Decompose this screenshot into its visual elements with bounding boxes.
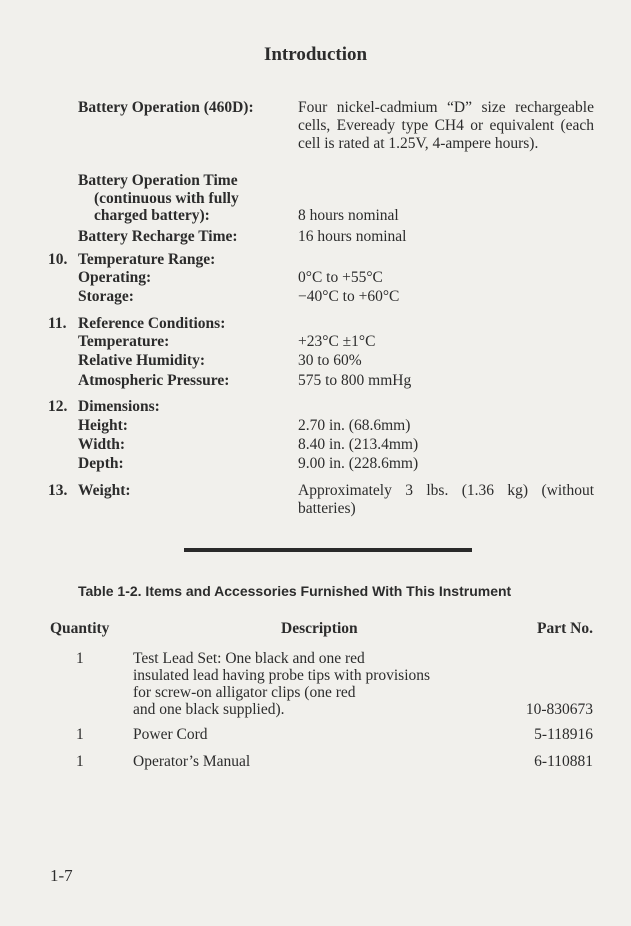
depth-value: 9.00 in. (228.6mm) bbox=[298, 455, 419, 472]
row2-part-no: 5-118916 bbox=[534, 726, 593, 743]
battery-time-value: 8 hours nominal bbox=[298, 207, 399, 224]
item-number-13: 13. bbox=[48, 482, 68, 499]
header-description: Description bbox=[281, 620, 358, 637]
ref-temperature-label: Temperature: bbox=[78, 333, 170, 350]
header-quantity: Quantity bbox=[50, 620, 110, 637]
height-label: Height: bbox=[78, 417, 128, 434]
reference-conditions-label: Reference Conditions: bbox=[78, 315, 226, 332]
recharge-time-value: 16 hours nominal bbox=[298, 228, 407, 245]
table-title: Table 1-2. Items and Accessories Furnished With This Instrument bbox=[78, 583, 512, 599]
page-title: Introduction bbox=[263, 44, 368, 65]
section-divider bbox=[184, 548, 472, 552]
row2-description: Power Cord bbox=[133, 726, 208, 743]
item-number-10: 10. bbox=[48, 251, 68, 268]
battery-time-label-3: charged battery): bbox=[94, 207, 210, 224]
row1-description-1: Test Lead Set: One black and one red bbox=[133, 650, 365, 667]
ref-temperature-value: +23°C ±1°C bbox=[298, 333, 376, 350]
row3-quantity: 1 bbox=[76, 753, 84, 770]
humidity-label: Relative Humidity: bbox=[78, 352, 205, 369]
width-value: 8.40 in. (213.4mm) bbox=[298, 436, 419, 453]
operating-label: Operating: bbox=[78, 269, 152, 286]
page-number: 1-7 bbox=[50, 866, 73, 885]
weight-label: Weight: bbox=[78, 482, 131, 499]
item-number-11: 11. bbox=[48, 315, 67, 332]
storage-value: −40°C to +60°C bbox=[298, 288, 400, 305]
row3-part-no: 6-110881 bbox=[534, 753, 593, 770]
pressure-value: 575 to 800 mmHg bbox=[298, 372, 412, 389]
row3-description: Operator’s Manual bbox=[133, 753, 251, 770]
row1-quantity: 1 bbox=[76, 650, 84, 667]
temperature-range-label: Temperature Range: bbox=[78, 251, 216, 268]
width-label: Width: bbox=[78, 436, 126, 453]
depth-label: Depth: bbox=[78, 455, 124, 472]
item-number-12: 12. bbox=[48, 398, 68, 415]
battery-operation-label: Battery Operation (460D): bbox=[78, 99, 254, 116]
battery-operation-value: Four nickel-cadmium “D” size rechargeable cells, Eveready type CH4 or equivalent (each cell is rated at 1.25V, 4-ampere hours). bbox=[298, 99, 594, 152]
header-part-no: Part No. bbox=[537, 620, 593, 637]
row1-description-3: for screw-on alligator clips (one red bbox=[133, 684, 356, 701]
battery-time-label-1: Battery Operation Time bbox=[78, 172, 238, 189]
weight-value: Approximately 3 lbs. (1.36 kg) (without batteries) bbox=[298, 482, 594, 517]
row1-part-no: 10-830673 bbox=[525, 701, 593, 718]
storage-label: Storage: bbox=[78, 288, 134, 305]
row1-description-4: and one black supplied). bbox=[133, 701, 285, 718]
row1-description-2: insulated lead having probe tips with provisions bbox=[133, 667, 431, 684]
dimensions-label: Dimensions: bbox=[78, 398, 160, 415]
row2-quantity: 1 bbox=[76, 726, 84, 743]
humidity-value: 30 to 60% bbox=[298, 352, 362, 369]
battery-time-label-2: (continuous with fully bbox=[94, 190, 239, 207]
height-value: 2.70 in. (68.6mm) bbox=[298, 417, 411, 434]
recharge-time-label: Battery Recharge Time: bbox=[78, 228, 238, 245]
pressure-label: Atmospheric Pressure: bbox=[78, 372, 230, 389]
operating-value: 0°C to +55°C bbox=[298, 269, 383, 286]
